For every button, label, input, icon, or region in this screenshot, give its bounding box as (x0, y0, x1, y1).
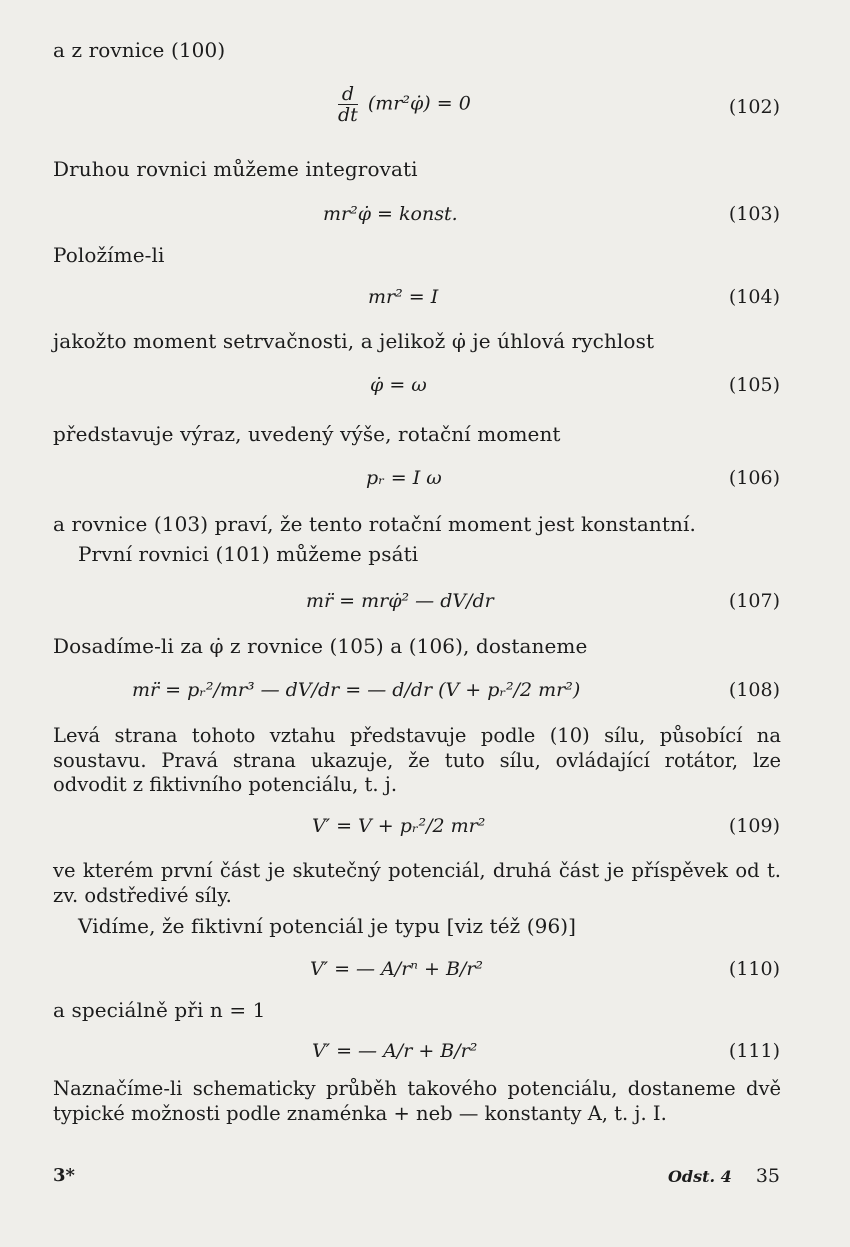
equation-104 (0, 286, 850, 326)
text-line: Druhou rovnici můžeme integrovati (53, 157, 418, 181)
equation-103 (0, 203, 850, 243)
equation-formula (338, 84, 471, 125)
equation-number: (110) (728, 958, 780, 980)
text-line: Položíme-li (53, 243, 165, 267)
equation-formula: φ̇ = ω (370, 374, 427, 396)
equation-formula: mr²φ̇ = konst. (323, 203, 458, 225)
equation-formula: mr² = I (368, 286, 439, 308)
equation-number: (104) (728, 286, 780, 308)
equation-109 (0, 815, 850, 855)
equation-108 (0, 679, 850, 719)
paragraph: Levá strana tohoto vztahu představuje podle (10) sílu, působící na soustavu. Pravá strana ukazuje, že tuto sílu, ovládající rotátor, lze odvodit z fiktivního potenciálu, t. j. (53, 724, 781, 796)
equation-formula: mr̈ = pᵣ²/mr³ — dV/dr = — d/dr (V + pᵣ²/2 mr²) (132, 679, 581, 701)
fraction (338, 84, 358, 125)
equation-105 (0, 374, 850, 414)
equation-number: (103) (728, 203, 780, 225)
equation-number: (102) (728, 96, 780, 118)
equation-rest: (mr²φ̇) = 0 (367, 92, 471, 115)
equation-111 (0, 1040, 850, 1080)
page-footer (668, 1165, 780, 1187)
paragraph: Naznačíme-li schematicky průběh takového potenciálu, dostaneme dvě typické možnosti podle znaménka + neb — konstanty A, t. j. I. (53, 1077, 781, 1125)
equation-number: (111) (728, 1040, 780, 1062)
text-line: a speciálně při n = 1 (53, 998, 266, 1022)
paragraph: ve kterém první část je skutečný potenciál, druhá část je příspěvek od t. zv. odstředivé síly. (53, 859, 781, 907)
equation-110 (0, 958, 850, 998)
section-label: Odst. 4 (667, 1167, 732, 1186)
equation-formula: mr̈ = mrφ̇² — dV/dr (306, 590, 494, 612)
equation-102 (0, 84, 850, 124)
page-number: 35 (755, 1165, 780, 1187)
equation-107 (0, 590, 850, 630)
equation-number: (106) (728, 467, 780, 489)
equation-number: (108) (728, 679, 780, 701)
fraction-numerator: d (338, 84, 358, 105)
text-line: Dosadíme-li za φ̇ z rovnice (105) a (106), dostaneme (53, 634, 588, 658)
equation-number: (109) (728, 815, 780, 837)
text-line: jakožto moment setrvačnosti, a jelikož φ̇ je úhlová rychlost (53, 329, 655, 353)
equation-formula: V′ = V + pᵣ²/2 mr² (312, 815, 486, 837)
equation-formula: V′ = — A/r + B/r² (312, 1040, 478, 1062)
fraction-denominator: dt (338, 104, 358, 126)
equation-number: (107) (728, 590, 780, 612)
text-line: a z rovnice (100) (53, 38, 226, 62)
text-line: a rovnice (103) praví, že tento rotační moment jest konstantní. (53, 512, 696, 536)
signature-mark: 3* (53, 1165, 75, 1186)
text-line: představuje výraz, uvedený výše, rotační moment (53, 422, 561, 446)
text-line: První rovnici (101) můžeme psáti (78, 542, 419, 566)
equation-formula: pᵣ = I ω (366, 467, 442, 489)
equation-number: (105) (728, 374, 780, 396)
equation-106 (0, 467, 850, 507)
text-line: Vidíme, že fiktivní potenciál je typu [viz též (96)] (78, 914, 577, 938)
equation-formula: V′ = — A/rⁿ + B/r² (310, 958, 484, 980)
